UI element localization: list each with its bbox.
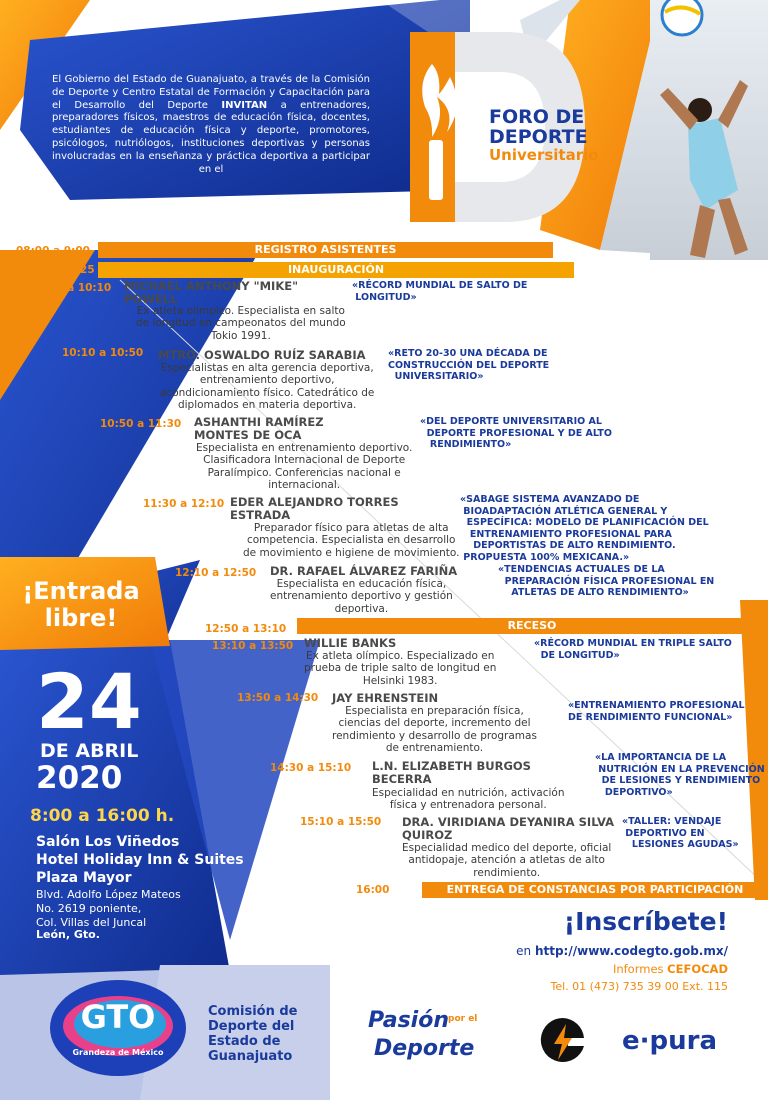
- intro-text-after: a entrenadores, preparadores físicos, maestros de educación física, docentes, estudiantes de educación física y deporte, promotores, psicólogos, nutriólogos, instituciones deportivas y personas involucradas en la enseñanza y práctica deportiva a participar en el: [52, 99, 370, 175]
- register-url-line: [516, 944, 728, 958]
- bar-registro: REGISTRO ASISTENTES: [98, 242, 553, 258]
- gto-logo-text: GTO: [80, 998, 156, 1036]
- register-informes: Informes: [612, 962, 668, 976]
- speaker-name: ASHANTHI RAMÍREZ MONTES DE OCA: [194, 415, 324, 442]
- gatorade-letter: [540, 1016, 541, 1017]
- gatorade-bolt-icon: [540, 1016, 586, 1066]
- gto-logo-tagline: Grandeza de México: [72, 1048, 164, 1057]
- speaker-description: Especialista en entrenamiento deportivo. Clasificadora Internacional de Deporte Paralímpico. Conferencias nacional e internacional.: [196, 442, 413, 492]
- event-logo: [395, 22, 599, 232]
- speaker-time: 12:10 a 12:50: [175, 567, 257, 579]
- speaker-time: 10:10 a 10:50: [62, 347, 144, 359]
- time-receso: 12:50 a 13:10: [205, 623, 287, 635]
- bar-receso: RECESO: [297, 618, 767, 634]
- speaker-description: Ex atleta olímpico. Especializado en prueba de triple salto de longitud en Helsinki 1983.: [304, 650, 497, 687]
- logo-line2: DEPORTE: [489, 126, 588, 148]
- register-cefocad: CEFOCAD: [667, 962, 728, 976]
- epura-logo: e·pura: [622, 1026, 717, 1056]
- event-hours: 8:00 a 16:00 h.: [30, 806, 175, 826]
- speaker-description: Preparador físico para atletas de alta competencia. Especialista en desarrollo de movimiento e higiene de movimiento.: [243, 522, 460, 559]
- speaker-time: 13:10 a 13:50: [212, 640, 294, 652]
- register-url[interactable]: http://www.codegto.gob.mx/: [534, 944, 728, 958]
- speaker-name: JAY EHRENSTEIN: [332, 691, 439, 705]
- time-cierre: 16:00: [356, 884, 390, 896]
- time-registro: 08:00 a 9:00: [16, 245, 90, 257]
- talk-title: «TENDENCIAS ACTUALES DE LA PREPARACIÓN FÍSICA PROFESIONAL EN ATLETAS DE ALTO RENDIMIENTO»: [498, 564, 715, 598]
- venue-line2: Hotel Holiday Inn & Suites: [36, 852, 244, 868]
- speaker-description: Especialistas en alta gerencia deportiva, entrenamiento deportivo, acondicionamiento físico. Catedrático de diplomados en materia deportiva.: [160, 362, 375, 412]
- date-year: 2020: [36, 760, 123, 796]
- speaker-description: Especialista en preparación física, ciencias del deporte, incremento del rendimiento y desarrollo de programas de entrenamiento.: [332, 705, 537, 755]
- pasion-word1: Pasión: [368, 1008, 449, 1033]
- speaker-name: EDER ALEJANDRO TORRES ESTRADA: [230, 495, 399, 522]
- speaker-name: MICHAEL ANTHONY "MIKE" POWELL: [124, 279, 299, 306]
- gatorade-logo: [540, 1016, 586, 1066]
- speaker-name: MTRO. OSWALDO RUÍZ SARABIA: [158, 348, 366, 362]
- intro-text-before: El Gobierno del Estado de Guanajuato, a través de la Comisión de Deporte y Centro Estatal de Formación y Capacitación para el Desarrollo del Deporte: [52, 74, 370, 111]
- time-inauguracion: 9:00 a 9:25: [28, 264, 95, 276]
- register-title: ¡Inscríbete!: [563, 907, 728, 936]
- speaker-description: Especialista en educación física, entrenamiento deportivo y gestión deportiva.: [270, 578, 453, 615]
- talk-title: «SABAGE SISTEMA AVANZADO DE BIOADAPTACIÓN ATLÉTICA GENERAL Y ESPECÍFICA: MODELO DE PLANIFICACIÓN DEL ENTRENAMIENTO PROFESIONAL PARA DEPORTISTAS DE ALTO RENDIMIENTO. PROPUESTA 100% MEXICANA.»: [460, 494, 709, 563]
- entrada-libre: ¡Entrada libre!: [22, 577, 140, 632]
- speaker-description: Ex atleta olímpico. Especialista en salto de longitud en campeonatos del mundo Tokio 1991.: [136, 305, 346, 342]
- speaker-description: Especialidad en nutrición, activación física y entrenadora personal.: [372, 787, 565, 812]
- bar-cierre: ENTREGA DE CONSTANCIAS POR PARTICIPACIÓN: [422, 882, 768, 898]
- pasion-word2: por el: [448, 1014, 478, 1024]
- talk-title: «RETO 20-30 UNA DÉCADA DE CONSTRUCCIÓN DEL DEPORTE UNIVERSITARIO»: [388, 348, 550, 382]
- talk-title: «DEL DEPORTE UNIVERSITARIO AL DEPORTE PROFESIONAL Y DE ALTO RENDIMIENTO»: [420, 416, 612, 450]
- pasion-logo: [368, 1008, 498, 1078]
- speaker-time: 13:50 a 14:30: [237, 692, 319, 704]
- speaker-time: 10:50 a 11:30: [100, 418, 182, 430]
- speaker-name: WILLIE BANKS: [304, 636, 397, 650]
- talk-title: «LA IMPORTANCIA DE LA NUTRICIÓN EN LA PREVENCIÓN DE LESIONES Y RENDIMIENTO DEPORTIVO»: [595, 752, 765, 798]
- date-month: DE ABRIL: [40, 740, 139, 762]
- logo-line1: FORO DE: [489, 106, 585, 128]
- talk-title: «ENTRENAMIENTO PROFESIONAL DE RENDIMIENTO FUNCIONAL»: [568, 700, 745, 723]
- venue-line1: Salón Los Viñedos: [36, 834, 180, 850]
- gto-logo: [48, 978, 188, 1078]
- bar-inauguracion: INAUGURACIÓN: [98, 262, 574, 278]
- register-en: en: [516, 944, 535, 958]
- commission-name: Comisión de Deporte del Estado de Guanajuato: [208, 1004, 298, 1064]
- talk-title: «RÉCORD MUNDIAL EN TRIPLE SALTO DE LONGITUD»: [534, 638, 732, 661]
- talk-title: «RÉCORD MUNDIAL DE SALTO DE LONGITUD»: [352, 280, 528, 303]
- talk-title: «TALLER: VENDAJE DEPORTIVO EN LESIONES AGUDAS»: [622, 816, 739, 850]
- speaker-time: 15:10 a 15:50: [300, 816, 382, 828]
- speaker-name: DRA. VIRIDIANA DEYANIRA SILVA QUIROZ: [402, 815, 614, 842]
- register-informes-line: [613, 962, 728, 976]
- speaker-name: L.N. ELIZABETH BURGOS BECERRA: [372, 759, 531, 786]
- venue-address: Blvd. Adolfo López Mateos No. 2619 poniente, Col. Villas del Juncal: [36, 888, 181, 929]
- intro-paragraph: [52, 74, 370, 176]
- speaker-time: 14:30 a 15:10: [270, 762, 352, 774]
- date-day: 24: [36, 657, 142, 746]
- pasion-word3: Deporte: [374, 1036, 475, 1061]
- speaker-description: Especialidad medico del deporte, oficial antidopaje, atención a atletas de alto rendimiento.: [402, 842, 612, 879]
- speaker-name: DR. RAFAEL ÁLVAREZ FARIÑA: [270, 564, 458, 578]
- register-tel: Tel. 01 (473) 735 39 00 Ext. 115: [550, 980, 728, 993]
- venue-line3: Plaza Mayor: [36, 870, 132, 886]
- speaker-time: 09:30 a 10:10: [30, 282, 112, 294]
- speaker-time: 11:30 a 12:10: [143, 498, 225, 510]
- intro-invitan: INVITAN: [221, 99, 268, 111]
- logo-line3: Universitario: [489, 146, 599, 164]
- venue-city: León, Gto.: [36, 928, 100, 941]
